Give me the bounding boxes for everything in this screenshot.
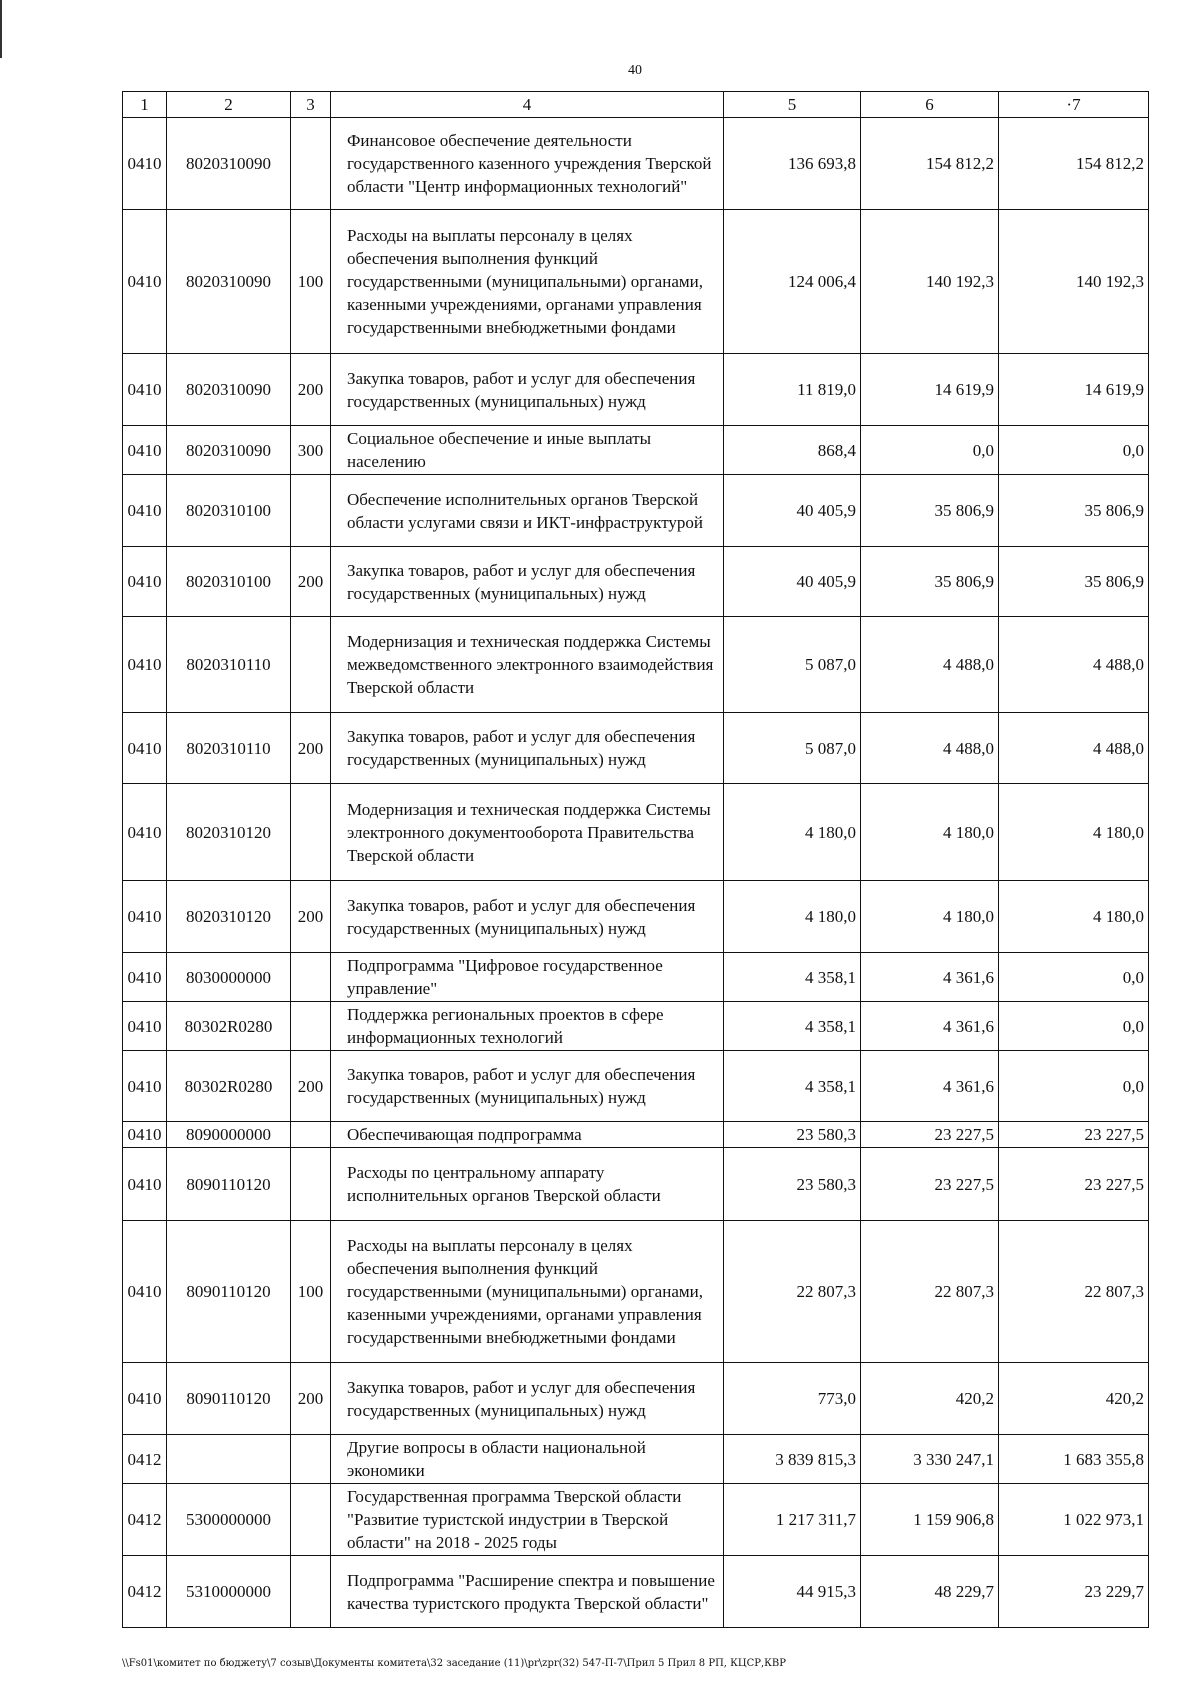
item-name-cell: Обеспечивающая подпрограмма [331,1122,724,1148]
table-row [123,1484,1149,1556]
amount-col6-cell: 1 159 906,8 [861,1484,999,1556]
section-code-cell: 0412 [123,1435,167,1484]
expense-type-code-cell [291,475,331,547]
target-article-code-cell: 80302R0280 [167,1051,291,1122]
table-row [123,1122,1149,1148]
amount-col6-cell: 4 180,0 [861,784,999,881]
amount-col6-cell: 0,0 [861,426,999,475]
section-code-cell: 0412 [123,1484,167,1556]
amount-col7-cell: 1 683 355,8 [999,1435,1149,1484]
table-row [123,210,1149,354]
item-name-cell: Закупка товаров, работ и услуг для обеспечения государственных (муниципальных) нужд [331,713,724,784]
section-code-cell: 0410 [123,118,167,210]
target-article-code-cell: 8090000000 [167,1122,291,1148]
target-article-code-cell: 8030000000 [167,953,291,1002]
target-article-code-cell: 5300000000 [167,1484,291,1556]
item-name-cell: Социальное обеспечение и иные выплаты населению [331,426,724,475]
amount-col5-cell: 22 807,3 [724,1221,861,1363]
amount-col7-cell: 22 807,3 [999,1221,1149,1363]
expense-type-code-cell [291,617,331,713]
expense-type-code-cell [291,1002,331,1051]
section-code-cell: 0410 [123,713,167,784]
table-row [123,617,1149,713]
amount-col6-cell: 4 488,0 [861,617,999,713]
item-name-cell: Расходы по центральному аппарату исполнительных органов Тверской области [331,1148,724,1221]
amount-col5-cell: 4 180,0 [724,784,861,881]
section-code-cell: 0410 [123,784,167,881]
amount-col7-cell: 35 806,9 [999,547,1149,617]
footer-file-path: \\Fs01\комитет по бюджету\7 созыв\Документы комитета\32 заседание (11)\pr\zpr(32) 547-П-7\Прил 5 Прил 8 РП, КЦСР,КВР [122,1658,786,1669]
item-name-cell: Финансовое обеспечение деятельности государственного казенного учреждения Тверской области "Центр информационных технологий" [331,118,724,210]
amount-col7-cell: 1 022 973,1 [999,1484,1149,1556]
expense-type-code-cell [291,1484,331,1556]
item-name-cell: Другие вопросы в области национальной экономики [331,1435,724,1484]
column-header-4: 4 [331,92,724,118]
section-code-cell: 0410 [123,426,167,475]
expense-type-code-cell [291,1148,331,1221]
amount-col6-cell: 4 361,6 [861,1002,999,1051]
expense-type-code-cell [291,953,331,1002]
expense-type-code-cell: 300 [291,426,331,475]
expense-type-code-cell [291,1556,331,1628]
section-code-cell: 0410 [123,210,167,354]
amount-col5-cell: 5 087,0 [724,617,861,713]
table-row [123,547,1149,617]
amount-col5-cell: 40 405,9 [724,547,861,617]
target-article-code-cell: 8020310120 [167,784,291,881]
amount-col7-cell: 420,2 [999,1363,1149,1435]
amount-col6-cell: 23 227,5 [861,1122,999,1148]
item-name-cell: Расходы на выплаты персоналу в целях обеспечения выполнения функций государственными (муниципальными) органами, казенными учреждениями, органами управления государственными внебюджетными фондами [331,210,724,354]
amount-col7-cell: 23 229,7 [999,1556,1149,1628]
item-name-cell: Модернизация и техническая поддержка Системы электронного документооборота Правительства Тверской области [331,784,724,881]
expense-type-code-cell: 200 [291,713,331,784]
column-header-6: 6 [861,92,999,118]
target-article-code-cell: 8020310090 [167,426,291,475]
amount-col5-cell: 136 693,8 [724,118,861,210]
section-code-cell: 0410 [123,547,167,617]
target-article-code-cell: 80302R0280 [167,1002,291,1051]
target-article-code-cell [167,1435,291,1484]
item-name-cell: Обеспечение исполнительных органов Тверской области услугами связи и ИКТ-инфраструктурой [331,475,724,547]
column-header-7: ·7 [999,92,1149,118]
item-name-cell: Закупка товаров, работ и услуг для обеспечения государственных (муниципальных) нужд [331,881,724,953]
page-number: 40 [628,63,642,78]
expense-type-code-cell: 200 [291,354,331,426]
item-name-cell: Закупка товаров, работ и услуг для обеспечения государственных (муниципальных) нужд [331,547,724,617]
item-name-cell: Подпрограмма "Цифровое государственное управление" [331,953,724,1002]
item-name-cell: Подпрограмма "Расширение спектра и повышение качества туристского продукта Тверской области" [331,1556,724,1628]
section-code-cell: 0410 [123,617,167,713]
amount-col5-cell: 40 405,9 [724,475,861,547]
amount-col7-cell: 140 192,3 [999,210,1149,354]
target-article-code-cell: 8020310090 [167,354,291,426]
amount-col7-cell: 4 180,0 [999,881,1149,953]
section-code-cell: 0410 [123,881,167,953]
section-code-cell: 0410 [123,1122,167,1148]
section-code-cell: 0410 [123,1051,167,1122]
target-article-code-cell: 8020310110 [167,617,291,713]
table-body [123,118,1149,1628]
expense-type-code-cell [291,118,331,210]
amount-col5-cell: 1 217 311,7 [724,1484,861,1556]
amount-col5-cell: 23 580,3 [724,1148,861,1221]
expense-type-code-cell: 100 [291,210,331,354]
section-code-cell: 0410 [123,953,167,1002]
section-code-cell: 0412 [123,1556,167,1628]
amount-col5-cell: 4 358,1 [724,1051,861,1122]
table-row [123,1556,1149,1628]
table-row [123,1363,1149,1435]
amount-col6-cell: 154 812,2 [861,118,999,210]
amount-col6-cell: 4 361,6 [861,953,999,1002]
table-row [123,713,1149,784]
amount-col5-cell: 868,4 [724,426,861,475]
scan-edge-line [0,0,2,58]
amount-col7-cell: 154 812,2 [999,118,1149,210]
column-header-1: 1 [123,92,167,118]
column-header-2: 2 [167,92,291,118]
amount-col5-cell: 11 819,0 [724,354,861,426]
amount-col6-cell: 420,2 [861,1363,999,1435]
target-article-code-cell: 8020310100 [167,547,291,617]
amount-col5-cell: 23 580,3 [724,1122,861,1148]
expense-type-code-cell: 200 [291,881,331,953]
section-code-cell: 0410 [123,1363,167,1435]
item-name-cell: Расходы на выплаты персоналу в целях обеспечения выполнения функций государственными (муниципальными) органами, казенными учреждениями, органами управления государственными внебюджетными фондами [331,1221,724,1363]
amount-col7-cell: 4 488,0 [999,617,1149,713]
amount-col5-cell: 44 915,3 [724,1556,861,1628]
target-article-code-cell: 8020310100 [167,475,291,547]
expense-type-code-cell [291,1122,331,1148]
amount-col5-cell: 773,0 [724,1363,861,1435]
target-article-code-cell: 8020310090 [167,118,291,210]
amount-col6-cell: 3 330 247,1 [861,1435,999,1484]
amount-col7-cell: 0,0 [999,953,1149,1002]
amount-col6-cell: 14 619,9 [861,354,999,426]
expense-type-code-cell [291,1435,331,1484]
target-article-code-cell: 8090110120 [167,1363,291,1435]
item-name-cell: Модернизация и техническая поддержка Системы межведомственного электронного взаимодействия Тверской области [331,617,724,713]
table-row [123,118,1149,210]
amount-col7-cell: 23 227,5 [999,1148,1149,1221]
amount-col5-cell: 4 358,1 [724,1002,861,1051]
amount-col7-cell: 4 488,0 [999,713,1149,784]
expense-type-code-cell: 200 [291,547,331,617]
table-row [123,784,1149,881]
section-code-cell: 0410 [123,1002,167,1051]
budget-table [122,91,1149,1628]
column-header-5: 5 [724,92,861,118]
table-row [123,1435,1149,1484]
section-code-cell: 0410 [123,1148,167,1221]
target-article-code-cell: 8020310110 [167,713,291,784]
item-name-cell: Закупка товаров, работ и услуг для обеспечения государственных (муниципальных) нужд [331,354,724,426]
amount-col7-cell: 14 619,9 [999,354,1149,426]
item-name-cell: Закупка товаров, работ и услуг для обеспечения государственных (муниципальных) нужд [331,1363,724,1435]
amount-col6-cell: 35 806,9 [861,475,999,547]
amount-col7-cell: 0,0 [999,1002,1149,1051]
amount-col7-cell: 4 180,0 [999,784,1149,881]
section-code-cell: 0410 [123,475,167,547]
table-row [123,1148,1149,1221]
table-row [123,354,1149,426]
amount-col6-cell: 4 488,0 [861,713,999,784]
item-name-cell: Поддержка региональных проектов в сфере информационных технологий [331,1002,724,1051]
table-row [123,1051,1149,1122]
table-row [123,1221,1149,1363]
target-article-code-cell: 8090110120 [167,1148,291,1221]
amount-col5-cell: 124 006,4 [724,210,861,354]
expense-type-code-cell [291,784,331,881]
amount-col5-cell: 3 839 815,3 [724,1435,861,1484]
column-number-row [123,92,1149,118]
amount-col6-cell: 22 807,3 [861,1221,999,1363]
amount-col6-cell: 140 192,3 [861,210,999,354]
table-row [123,881,1149,953]
target-article-code-cell: 8020310090 [167,210,291,354]
section-code-cell: 0410 [123,354,167,426]
amount-col7-cell: 23 227,5 [999,1122,1149,1148]
column-header-3: 3 [291,92,331,118]
expense-type-code-cell: 200 [291,1363,331,1435]
table-row [123,953,1149,1002]
target-article-code-cell: 8020310120 [167,881,291,953]
expense-type-code-cell: 200 [291,1051,331,1122]
table-row [123,426,1149,475]
amount-col5-cell: 4 180,0 [724,881,861,953]
amount-col7-cell: 0,0 [999,426,1149,475]
target-article-code-cell: 8090110120 [167,1221,291,1363]
amount-col6-cell: 23 227,5 [861,1148,999,1221]
table-row [123,475,1149,547]
expense-type-code-cell: 100 [291,1221,331,1363]
amount-col7-cell: 35 806,9 [999,475,1149,547]
amount-col6-cell: 4 180,0 [861,881,999,953]
amount-col7-cell: 0,0 [999,1051,1149,1122]
section-code-cell: 0410 [123,1221,167,1363]
table-row [123,1002,1149,1051]
amount-col6-cell: 35 806,9 [861,547,999,617]
item-name-cell: Государственная программа Тверской области "Развитие туристской индустрии в Тверской области" на 2018 - 2025 годы [331,1484,724,1556]
amount-col6-cell: 4 361,6 [861,1051,999,1122]
amount-col5-cell: 5 087,0 [724,713,861,784]
amount-col6-cell: 48 229,7 [861,1556,999,1628]
amount-col5-cell: 4 358,1 [724,953,861,1002]
item-name-cell: Закупка товаров, работ и услуг для обеспечения государственных (муниципальных) нужд [331,1051,724,1122]
target-article-code-cell: 5310000000 [167,1556,291,1628]
